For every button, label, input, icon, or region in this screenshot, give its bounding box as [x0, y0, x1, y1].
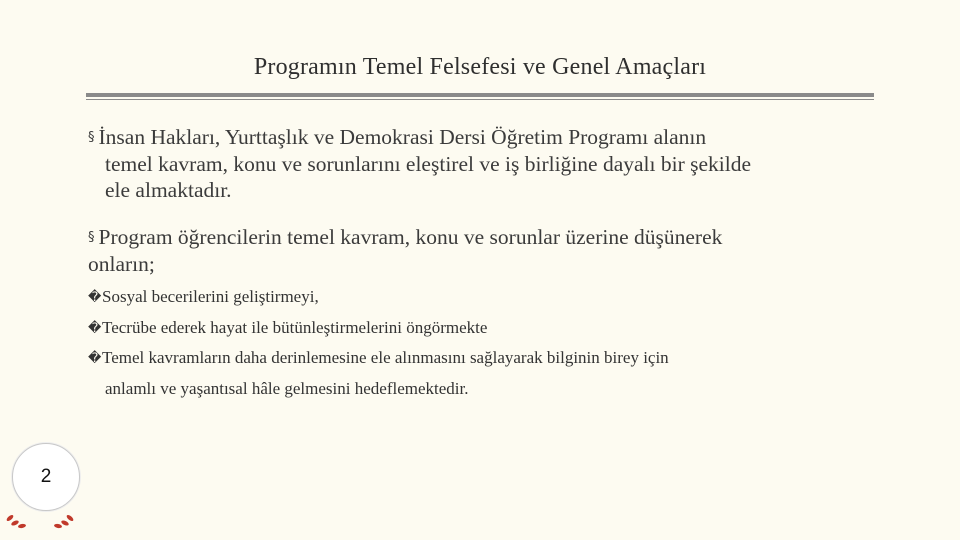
- title-rule-thin: [86, 99, 874, 100]
- bullet-marker: §: [88, 230, 95, 245]
- sub-item-text: Temel kavramların daha derinlemesine ele alınmasını sağlayarak bilginin birey için: [102, 348, 669, 367]
- page-title: Programın Temel Felsefesi ve Genel Amaçları: [253, 54, 707, 80]
- title-rule-thick: [86, 93, 874, 97]
- list-item: [88, 343, 848, 374]
- paragraph-2-line-2: onların;: [88, 252, 155, 276]
- paragraph-1-line-3: ele almaktadır.: [105, 178, 232, 202]
- list-item: [88, 313, 848, 344]
- sub-item-text: Sosyal becerilerini geliştirmeyi,: [102, 287, 319, 306]
- sub-item-text: Tecrübe ederek hayat ile bütünleştirmelerini öngörmekte: [102, 317, 488, 337]
- paragraph-2: [88, 224, 878, 277]
- sub-list: [88, 282, 848, 403]
- sub-bullet-icon: �: [88, 290, 102, 305]
- sub-bullet-icon: �: [88, 351, 102, 366]
- sub-bullet-icon: �: [88, 320, 102, 336]
- paragraph-1-line-1: İnsan Hakları, Yurttaşlık ve Demokrasi Dersi Öğretim Programı alanın: [98, 125, 707, 149]
- page-number-badge: [12, 443, 80, 511]
- page-number: 2: [40, 466, 52, 487]
- bullet-marker: §: [88, 130, 95, 145]
- sub-item-continuation: anlamlı ve yaşantısal hâle gelmesini hedeflemektedir.: [105, 378, 469, 398]
- paragraph-1-line-2: temel kavram, konu ve sorunlarını eleştirel ve iş birliğine dayalı bir şekilde: [105, 152, 752, 176]
- list-item: [88, 282, 848, 313]
- paragraph-2-line-1: Program öğrencilerin temel kavram, konu ve sorunlar üzerine düşünerek: [98, 225, 723, 249]
- paragraph-1: [88, 124, 878, 203]
